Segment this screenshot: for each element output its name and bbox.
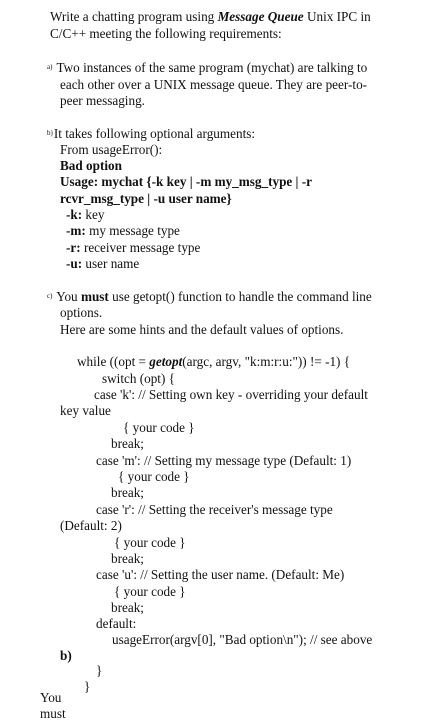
item-a-text-1: Two instances of the same program (mychat) are talking to xyxy=(56,60,368,75)
usage-line-2: rcvr_msg_type | -u user name} xyxy=(60,191,232,206)
item-b-text-1: It takes following optional arguments: xyxy=(53,126,256,141)
usage-line-1: Usage: mychat {-k key | -m my_msg_type | -r xyxy=(60,174,312,189)
code-while xyxy=(77,354,350,370)
intro-emphasis: Message Queue xyxy=(217,9,304,24)
item-b-line-2: From usageError(): xyxy=(60,142,163,157)
code-break-4: break; xyxy=(111,600,144,615)
cutoff-text: You must xyxy=(40,690,66,721)
option-m-flag: -m: xyxy=(66,223,86,238)
item-a-line-2: each other over a UNIX message queue. They are peer-to- xyxy=(60,77,368,92)
option-m-desc: my message type xyxy=(85,223,180,238)
intro-line-1 xyxy=(50,9,371,25)
code-while-post: (argc, argv, "k:m:r:u:")) != -1) { xyxy=(182,354,351,369)
item-b-marker: b) xyxy=(47,129,53,137)
item-c-post: use getopt() function to handle the command line xyxy=(108,289,372,304)
code-your-code-2: { your code } xyxy=(118,469,190,484)
option-r-desc: receiver message type xyxy=(80,240,201,255)
item-c-marker: c) xyxy=(47,292,53,300)
code-case-m: case 'm': // Setting my message type (Default: 1) xyxy=(96,453,352,468)
code-default: default: xyxy=(96,616,137,631)
item-c-line-2: options. xyxy=(60,305,103,320)
option-u-flag: -u: xyxy=(66,256,83,271)
code-break-2: break; xyxy=(111,485,144,500)
item-a-line-3: peer messaging. xyxy=(60,93,145,108)
code-break-3: break; xyxy=(111,551,144,566)
option-r-flag: -r: xyxy=(66,240,81,255)
code-while-pre: while ((opt = xyxy=(77,354,150,369)
option-r xyxy=(66,240,200,256)
code-case-k-cont: key value xyxy=(60,403,111,418)
code-your-code-3: { your code } xyxy=(114,535,186,550)
bad-option-heading: Bad option xyxy=(60,158,122,173)
code-usage-call: usageError(argv[0], "Bad option\n"); // see above xyxy=(112,632,373,647)
intro-line-2: C/C++ meeting the following requirements: xyxy=(50,26,282,41)
code-close-brace-1: } xyxy=(96,663,103,678)
code-close-brace-2: } xyxy=(84,679,91,694)
option-m xyxy=(66,223,180,239)
code-while-fn: getopt xyxy=(149,354,183,369)
code-case-k: case 'k': // Setting own key - overriding your default xyxy=(94,387,368,402)
option-k-desc: key xyxy=(82,207,105,222)
item-c-pre: You xyxy=(56,289,81,304)
code-b-marker: b) xyxy=(60,648,72,663)
code-your-code-4: { your code } xyxy=(114,584,186,599)
item-a-marker: a) xyxy=(47,63,53,71)
option-k xyxy=(66,207,104,223)
code-your-code-1: { your code } xyxy=(123,420,195,435)
item-c-must: must xyxy=(80,289,109,304)
code-case-u: case 'u': // Setting the user name. (Default: Me) xyxy=(96,567,345,582)
item-a-line-1 xyxy=(47,60,367,78)
item-c-line-3: Here are some hints and the default values of options. xyxy=(60,322,344,337)
cutoff-line xyxy=(40,690,80,721)
code-switch: switch (opt) { xyxy=(102,371,175,386)
option-u-desc: user name xyxy=(82,256,140,271)
code-break-1: break; xyxy=(111,436,144,451)
intro-post: Unix IPC in xyxy=(303,9,371,24)
code-case-r: case 'r': // Setting the receiver's message type xyxy=(96,502,333,517)
code-case-r-cont: (Default: 2) xyxy=(60,518,122,533)
intro-pre: Write a chatting program using xyxy=(50,9,218,24)
option-u xyxy=(66,256,139,272)
option-k-flag: -k: xyxy=(66,207,83,222)
